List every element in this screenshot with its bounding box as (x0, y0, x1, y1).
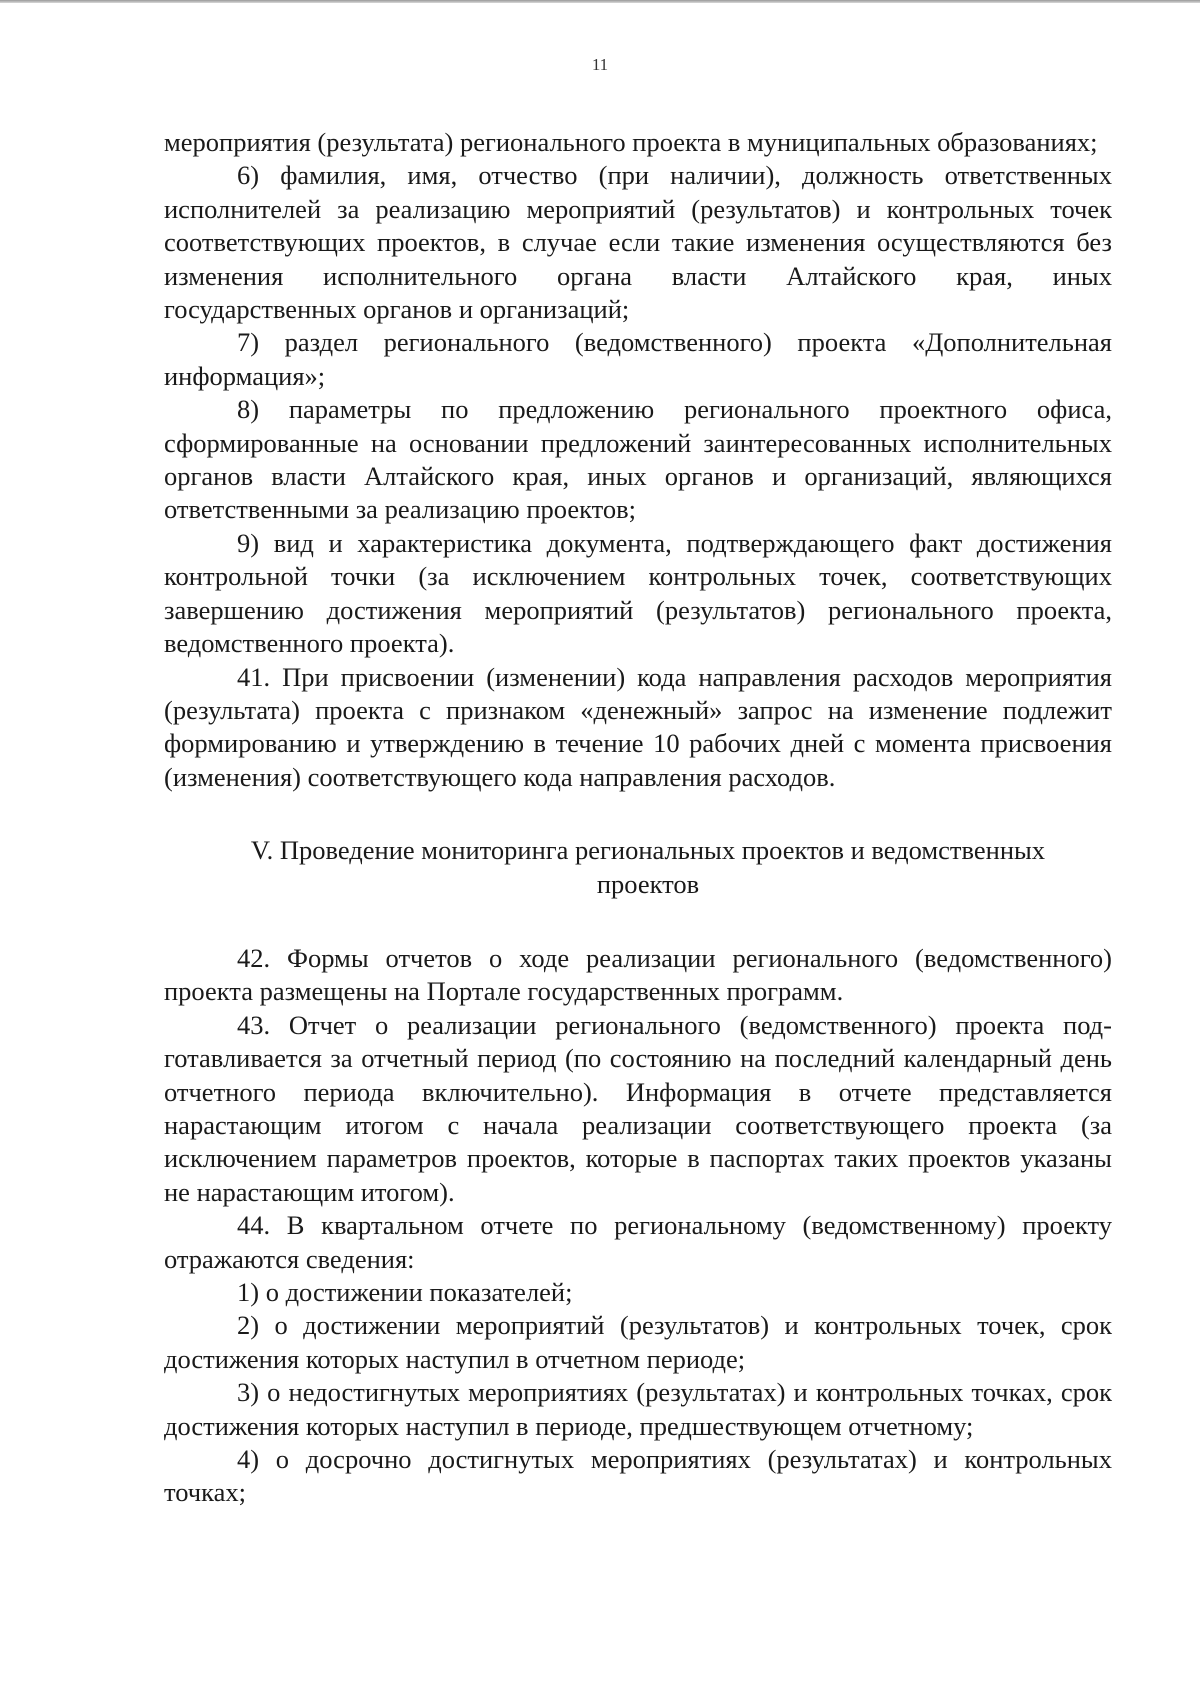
page-number: 11 (591, 55, 609, 74)
list-item-4: 4) о досрочно достигнутых мероприятиях (результатах) и контрольных точках; (164, 1444, 1112, 1508)
paragraph-continuation: мероприятия (результата) регионального проекта в муниципальных образованиях; (164, 127, 1098, 157)
list-item-3: 3) о недостигнутых мероприятиях (результатах) и контрольных точках, срок достижения которых наступил в периоде, предшествующем отчетному; (164, 1377, 1112, 1441)
clause-42: 42. Формы отчетов о ходе реализации регионального (ведомственного) проекта размещены на Портале государственных программ. (164, 942, 1112, 1007)
list-item-8: 8) параметры по предложению регионального проектного офиса, сформированные на основании предложений заинтересованных исполнительных органов власти Алтайского края, иных органов и организаций, являющихся ответственными за реализацию проектов; (164, 394, 1112, 525)
list-item-6: 6) фамилия, имя, отчество (при наличии), должность ответственных исполнителей за реализацию мероприятий (результатов) и контрольных точек соответствующих проектов, в случае если такие изменения осуществляются без изменения исполнительного органа власти Алтайского края, иных государственных органов и организаций; (164, 160, 1112, 325)
list-item-7: 7) раздел регионального (ведомственного) проекта «Дополнительная информация»; (164, 327, 1112, 391)
section-heading: V. Проведение мониторинга региональных проектов и ведомственных проектов (250, 835, 1046, 899)
clause-41: 41. При присвоении (изменении) кода направления расходов мероприятия (результата) проекта с признаком «денежный» запрос на изменение подлежит формированию и утверждению в течение 10 рабочих дней с момента присвоения (изменения) соответствующего кода направления расходов. (164, 661, 1112, 792)
list-item-2: 2) о достижении мероприятий (результатов) и контрольных точек, срок достижения которых наступил в отчетном периоде; (164, 1310, 1112, 1374)
list-item-1: 1) о достижении показателей; (237, 1277, 573, 1307)
document-body (164, 126, 1112, 1510)
clause-43: 43. Отчет о реализации регионального (ведомственного) проекта подготавливается за отчетный период (по состоянию на последний календарный день отчетного периода включительно). Информация в отчете представляется нарастающим итогом с начала реализации соответствующего проекта (за исключением параметров проектов, которые в паспортах таких проектов указаны не нарастающим итогом). (164, 1009, 1112, 1207)
clause-44: 44. В квартальном отчете по региональному (ведомственному) проекту отражаются сведения: (164, 1210, 1112, 1274)
scan-top-edge (0, 0, 1200, 3)
list-item-9: 9) вид и характеристика документа, подтверждающего факт достижения контрольной точки (за исключением контрольных точек, соответствующих завершению достижения мероприятий (результатов) регионального проекта, ведомственного проекта). (164, 527, 1112, 659)
